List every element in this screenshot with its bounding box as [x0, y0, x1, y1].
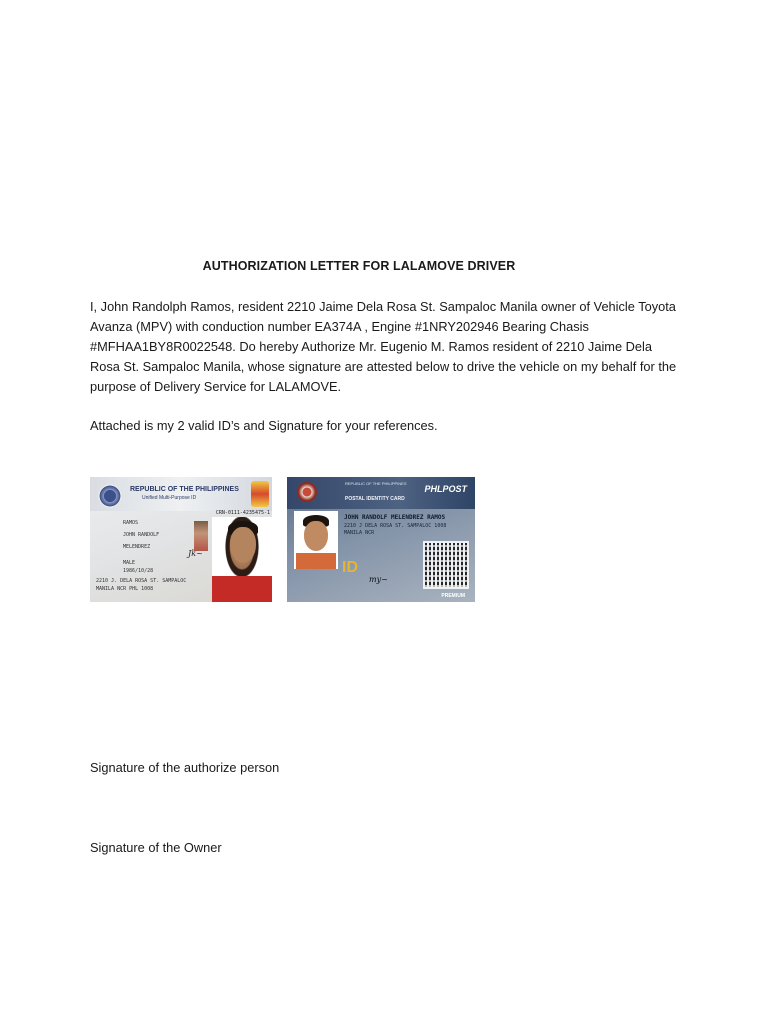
middle-name-value: MELENDREZ — [123, 544, 151, 550]
phlpost-logo: PHLPOST — [424, 484, 467, 494]
address-line1: 2210 J. DELA ROSA ST. SAMPALOC — [96, 578, 187, 584]
government-seal-icon — [98, 484, 122, 508]
birth-date-value: 1986/10/28 — [123, 568, 154, 574]
card-header: REPUBLIC OF THE PHILIPPINES — [130, 486, 239, 493]
postal-id-card-image — [287, 477, 475, 602]
card-header: REPUBLIC OF THE PHILIPPINES — [345, 481, 407, 486]
signature-mark: my~ — [369, 575, 388, 584]
address-line2: MANILA NCR — [344, 530, 375, 536]
card-subheader: Unified Multi-Purpose ID — [142, 495, 197, 501]
address-line1: 2210 J DELA ROSA ST. SAMPALOC 1008 — [344, 523, 447, 529]
ghost-photo — [194, 521, 208, 551]
owner-signature-label: Signature of the Owner — [90, 840, 222, 855]
umid-id-card-image — [90, 477, 272, 602]
authorized-signature-label: Signature of the authorize person — [90, 760, 280, 775]
holder-name: JOHN RANDOLF MELENDREZ RAMOS — [344, 514, 446, 521]
crn-number: CRN-0111-4235475-1 — [215, 510, 270, 516]
address-line2: MANILA NCR PHL 1008 — [96, 586, 154, 592]
letter-body-paragraph: I, John Randolph Ramos, resident 2210 Jaime Dela Rosa St. Sampaloc Manila owner of Vehicle Toyota Avanza (MPV) with conduction number EA374A , Engine #1NRY202946 Bearing Chasis #MFHAA1BY8R0022548. Do hereby Authorize Mr. Eugenio M. Ramos resident of 2210 Jaime Dela Rosa St. Sampaloc Manila, whose signature are attested below to drive the vehicle on my behalf for the purpose of Delivery Service for LALAMOVE. — [90, 299, 677, 394]
postal-seal-icon — [297, 482, 317, 502]
umid-logo-icon — [251, 481, 269, 507]
qr-code-icon — [423, 541, 469, 589]
letter-title: AUTHORIZATION LETTER FOR LALAMOVE DRIVER — [202, 259, 516, 273]
card-type: POSTAL IDENTITY CARD — [345, 496, 405, 502]
sex-value: MALE — [123, 560, 136, 566]
given-name-value: JOHN RANDOLF — [123, 532, 160, 538]
attachment-note: Attached is my 2 valid ID’s and Signature for your references. — [90, 418, 438, 433]
id-hologram-mark: ID — [342, 559, 358, 576]
signature-mark: Jk~ — [188, 549, 203, 558]
surname-value: RAMOS — [123, 520, 139, 526]
card-tier: PREMIUM — [441, 593, 465, 599]
id-photo — [294, 511, 338, 569]
id-photo — [212, 517, 272, 602]
